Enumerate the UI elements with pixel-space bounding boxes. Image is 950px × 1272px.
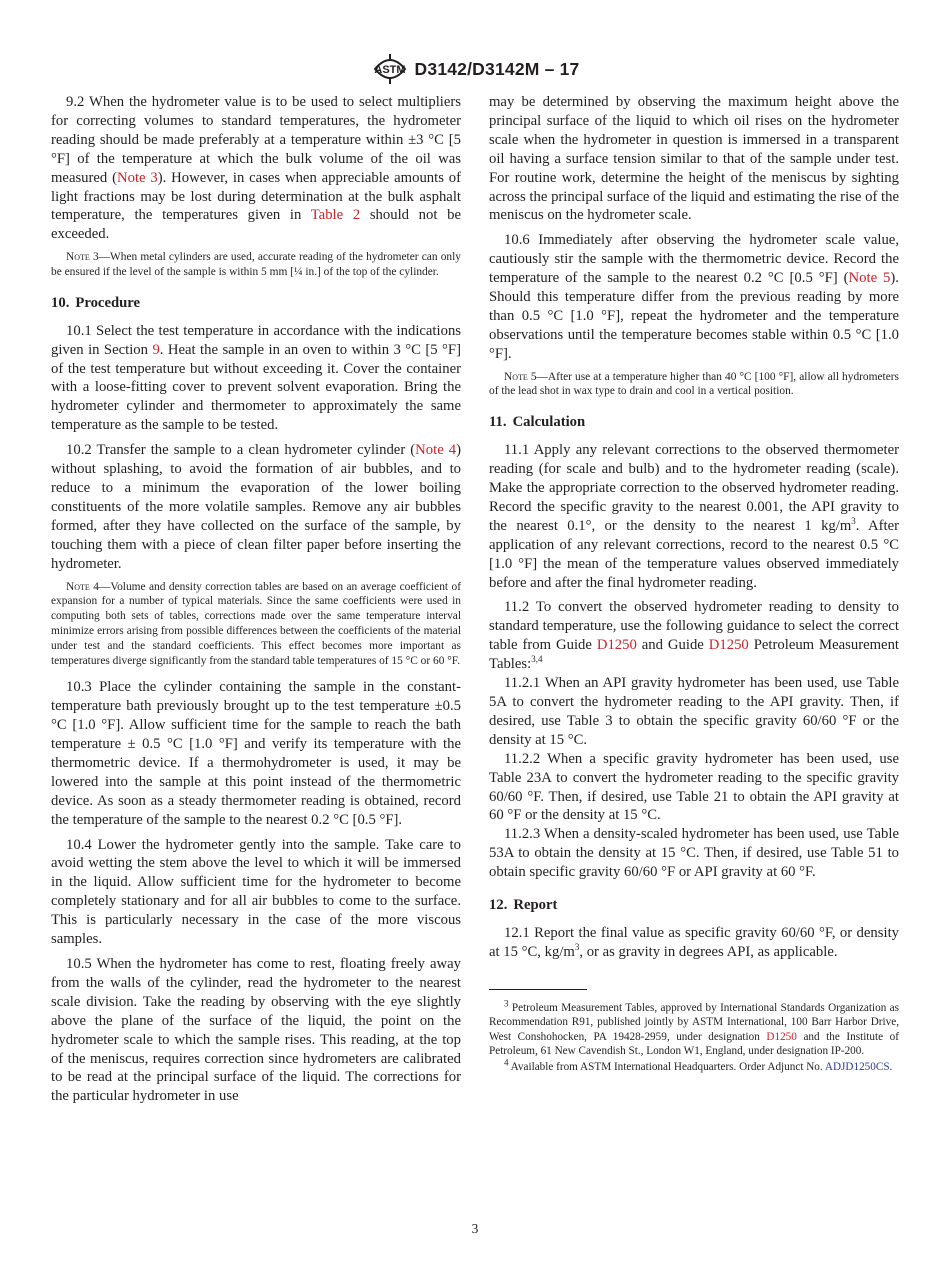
svg-text:ASTM: ASTM bbox=[373, 64, 406, 76]
paragraph-11-1: 11.1 Apply any relevant corrections to the observed thermometer reading (for scale and bulb) and to the hydrometer reading (scale). Make the appropriate correction to the observed hydrometer reading. Record the specific gravity to the nearest 0.001, the API gravity to the nearest 0.1°, or the density to the nearest 1 $kg/m^3$. After application of any relevant corrections, record to the nearest 0.5 °C [1.0 °F] the mean of the temperature values observed immediately before and after the final hydrometer reading. bbox=[489, 442, 899, 591]
page-number: 3 bbox=[471, 1221, 479, 1236]
document-designation: D3142/D3142M – 17 bbox=[414, 58, 580, 79]
note-5-link[interactable]: Note 5 bbox=[848, 270, 891, 287]
note-3: Note 3—When metal cylinders are used, accurate reading of the hydrometer can only be ensured if the level of the sample is within 5 mm [¼ in.] of the top of the cylinder. bbox=[51, 251, 461, 279]
footnote-3: $^3$ Petroleum Measurement Tables, approved by International Standards Organization as Recommendation R91, published jointly by ASTM International, 100 Barr Harbor Drive, West Conshohocken, PA 19428-2959, under designation D1250 and the Institute of Petroleum, 61 New Cavendish St., London W1, England, under designation IP-200. bbox=[489, 998, 899, 1057]
left-column bbox=[51, 93, 461, 1112]
table-2-link[interactable]: Table 2 bbox=[310, 207, 361, 224]
paragraph-10-6: 10.6 Immediately after observing the hydrometer scale value, cautiously stir the sample with the thermometric device. Record the temperature of the sample to the nearest 0.2 °C [0.5 °F] (Note 5). Should this temperature differ from the previous reading by more than 0.5 °C [1.0 °F], repeat the hydrometer and the temperature observations until the temperature becomes stable within 0.5 °C [1.0 °F]. bbox=[489, 232, 899, 362]
d1250-link[interactable]: D1250 bbox=[596, 637, 637, 654]
d1250-link[interactable]: D1250 bbox=[766, 1030, 797, 1043]
footnote-4: $^4$ Available from ASTM International Headquarters. Order Adjunct No. ADJD1250CS. bbox=[504, 1057, 893, 1074]
right-column bbox=[489, 93, 899, 1077]
note-4-link[interactable]: Note 4 bbox=[415, 442, 457, 459]
section-9-link[interactable]: 9 bbox=[152, 341, 160, 358]
note-5: Note 5—After use at a temperature higher than 40 °C [100 °F], allow all hydrometers of the lead shot in wax type to drain and cool in a vertical position. bbox=[489, 370, 899, 398]
paragraph-10-2: 10.2 Transfer the sample to a clean hydrometer cylinder (Note 4) without splashing, to avoid the formation of air bubbles, and to reduce to a minimum the evaporation of the lower boiling constituents of the more volatile samples. Remove any air bubbles formed, after they have collected on the surface of the sample, by touching them with a piece of clean filter paper before inserting the hydrometer. bbox=[51, 442, 461, 572]
adjunct-link[interactable]: ADJD1250CS bbox=[824, 1061, 890, 1074]
paragraph-10-1: 10.1 Select the test temperature in accordance with the indications given in Section 9. Heat the sample in an oven to within 3 °C [5 °F] of the test temperature but without exceeding it. Cover the container with a loose-fitting cover to prevent solvent evaporation. Bring the hydrometer cylinder and thermometer to approximately the same temperature as the sample to be tested. bbox=[51, 322, 461, 434]
footnote-divider bbox=[489, 989, 587, 990]
paragraph-12-1: 12.1 Report the final value as specific gravity 60/60 °F, or density at 15 °C, $kg/m^3$, or as gravity in degrees API, as applicable. bbox=[489, 924, 899, 960]
section-12-heading: 12. Report bbox=[489, 897, 558, 914]
section-11-heading: 11. Calculation bbox=[489, 414, 586, 431]
note-4: Note 4—Volume and density correction tables are based on an average coefficient of expansion for a number of typical materials. Since the same coefficients were used in computing both sets of tables, corrections made over the same temperature interval minimize errors arising from possible differences between the coefficients of the material under test and the standard coefficients. This effect becomes more important as temperatures diverge significantly from the standard table temperatures of 15 °C or 60 °F. bbox=[51, 580, 461, 667]
paragraph-11-2: 11.2 To convert the observed hydrometer reading to density to standard temperature, use the following guidance to select the correct table from Guide D1250 and Guide D1250 Petroleum Measurement Tables:$^{3,4}$ bbox=[489, 599, 899, 673]
paragraph-11-2-1: 11.2.1 When an API gravity hydrometer has been used, use Table 5A to convert the hydrometer reading to the API gravity. Then, if desired, use Table 3 to obtain the specific gravity 60/60 °F or the density at 15 °C. bbox=[489, 675, 899, 748]
paragraph-11-2-3: 11.2.3 When a density-scaled hydrometer has been used, use Table 53A to obtain the density at 15 °C. Then, if desired, use Table 51 to obtain specific gravity 60/60 °F or API gravity at 60 °F. bbox=[489, 826, 899, 881]
paragraph-10-3: 10.3 Place the cylinder containing the sample in the constant-temperature bath previously brought up to the test temperature ±0.5 °C [1.0 °F]. Allow sufficient time for the sample to reach the bath temperature ± 0.5 °C [1.0 °F] and verify its temperature with the thermometric device. If a thermohydrometer is used, it may be lowered into the sample at this point instead of the thermometric device. As soon as a steady thermometer reading is obtained, record the temperature of the sample to the nearest 0.2 °C [0.5 °F]. bbox=[51, 679, 461, 828]
paragraph-10-5-continued: may be determined by observing the maximum height above the principal surface of the liquid to which oil rises on the hydrometer scale when the hydrometer in question is immersed in a transparent oil having a surface tension similar to that of the sample under test. For routine work, determine the height of the meniscus by sighting across the principal surface of the liquid and estimating the rise of the meniscus on the hydrometer scale. bbox=[489, 94, 899, 224]
note-3-link[interactable]: Note 3 bbox=[117, 169, 158, 186]
section-10-heading: 10. Procedure bbox=[51, 294, 141, 311]
page-header bbox=[0, 56, 950, 82]
paragraph-11-2-2: 11.2.2 When a specific gravity hydrometer has been used, use Table 23A to convert the hydrometer reading to the specific gravity 60/60 °F. Then, if desired, use Table 21 to obtain the API gravity at 60 °F or the density at 15 °C. bbox=[489, 750, 899, 824]
astm-logo-icon bbox=[371, 53, 409, 85]
paragraph-10-4: 10.4 Lower the hydrometer gently into the sample. Take care to avoid wetting the stem above the level to which it will be immersed in the liquid. Allow sufficient time for the hydrometer to become completely stationary and for all air bubbles to come to the surface. This is particularly necessary in the case of the more viscous samples. bbox=[51, 836, 461, 948]
paragraph-9-2: 9.2 When the hydrometer value is to be used to select multipliers for correcting volumes to standard temperatures, the hydrometer reading should be made preferably at a temperature within ±3 °C [5 °F] of the temperature at which the bulk volume of the oil was measured (Note 3). However, in cases when appreciable amounts of light fractions may be lost during determination at the bulk asphalt temperature, the temperatures given in Table 2 should not be exceeded. bbox=[51, 94, 461, 243]
d1250-link[interactable]: D1250 bbox=[708, 637, 749, 654]
paragraph-10-5: 10.5 When the hydrometer has come to rest, floating freely away from the walls of the cylinder, read the hydrometer to the nearest scale division. Take the reading by observing with the eye slightly above the plane of the surface of the liquid, the point on the hydrometer scale to which the sample rises. This reading, at the top of the meniscus, requires correction since hydrometers are calibrated to be read at the principal surface of the liquid. The corrections for the particular hydrometer in use bbox=[51, 956, 461, 1105]
